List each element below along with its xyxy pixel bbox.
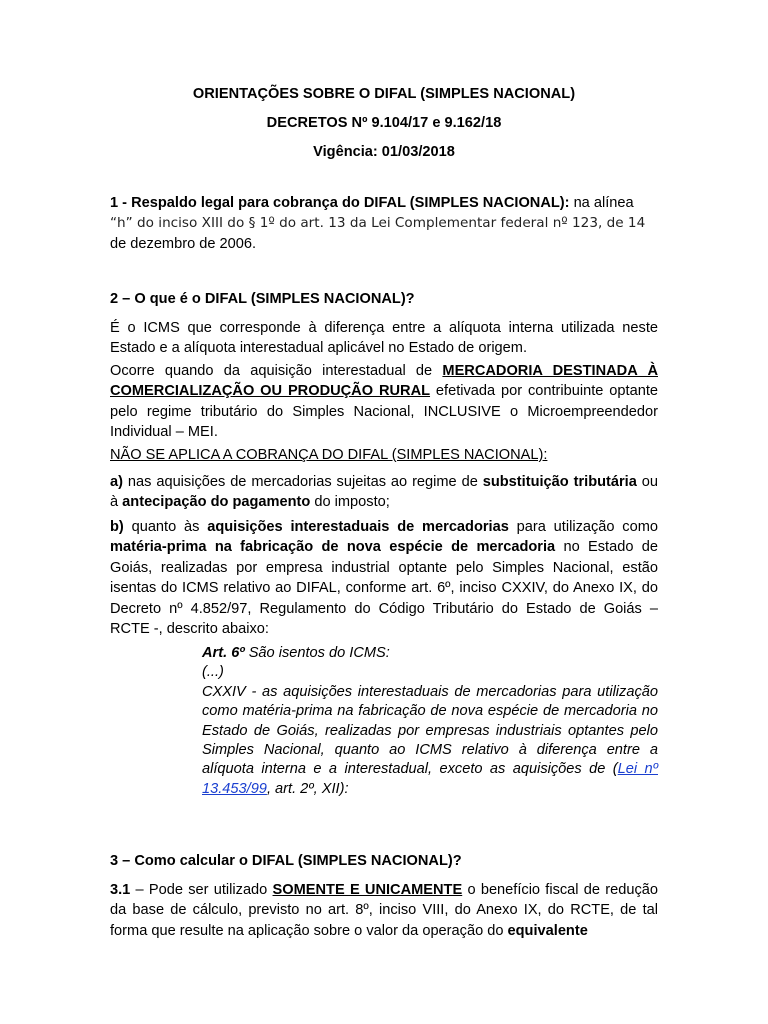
item-a-label: a) [110, 474, 123, 490]
section-1 [110, 193, 658, 254]
item-a-text-5: do imposto; [310, 494, 390, 511]
item-b-text-3: para utilização como [508, 519, 658, 535]
section-3-heading: 3 – Como calcular o DIFAL (SIMPLES NACIONAL)? [110, 853, 462, 869]
paragraph-2-start: Ocorre quando da aquisição interestadual de [110, 363, 443, 379]
section-2-heading: 2 – O que é o DIFAL (SIMPLES NACIONAL)? [110, 291, 415, 307]
section-1-text-b: “h” do inciso XIII do § 1º do art. 13 da Lei Complementar federal nº 123, de 14 [110, 215, 646, 232]
law-link[interactable]: Lei nº 13.453/99 [202, 761, 658, 797]
document-title: ORIENTAÇÕES SOBRE O DIFAL (SIMPLES NACIONAL) [192, 86, 576, 102]
paragraph-2-emphasis: MERCADORIA DESTINADA À COMERCIALIZAÇÃO OU PRODUÇÃO RURAL [110, 363, 658, 400]
item-b-text-2: aquisições interestaduais de mercadorias [207, 519, 509, 535]
section-3-1-text-1: – Pode ser utilizado [130, 882, 273, 898]
item-a [110, 472, 658, 513]
section-3-1-label: 3.1 [110, 882, 131, 898]
section-3-1-text-4: equivalente [507, 922, 588, 939]
section-1-text-a: na alínea [569, 195, 634, 211]
document-validity: Vigência: 01/03/2018 [313, 144, 455, 160]
item-a-text-1: nas aquisições de mercadorias sujeitas ao regime de [122, 474, 483, 490]
section-3-1-text-3: o benefício fiscal de redução da base de cálculo, previsto no art. 8º, inciso VIII, do Anexo IX, do RCTE, de tal forma que resulte na aplicação sobre o valor da operação do [110, 882, 659, 939]
section-2-paragraph-1: É o ICMS que corresponde à diferença entre a alíquota interna utilizada neste Estado e a alíquota interestadual aplicável no Estado de origem. [110, 320, 658, 357]
not-apply-heading: NÃO SE APLICA A COBRANÇA DO DIFAL (SIMPLES NACIONAL): [110, 447, 548, 463]
paragraph-2-end: efetivada por contribuinte optante pelo regime tributário do Simples Nacional, INCLUSIVE o Microempreendedor Individual – MEI. [110, 383, 658, 441]
item-a-text-2: substituição tributária [482, 474, 637, 490]
document-decrees: DECRETOS Nº 9.104/17 e 9.162/18 [266, 115, 502, 131]
item-a-text-3: ou à [110, 474, 659, 511]
quote-article-rest: São isentos do ICMS: [244, 645, 390, 661]
item-b [110, 517, 658, 639]
section-3-1-text-2: SOMENTE E UNICAMENTE [272, 882, 463, 898]
item-b-label: b) [110, 519, 124, 535]
item-b-text-4: matéria-prima na fabricação de nova espécie de mercadoria [110, 539, 556, 556]
legal-quote [202, 644, 658, 799]
quote-article: Art. 6º [202, 645, 245, 661]
item-a-text-4: antecipação do pagamento [122, 494, 311, 511]
section-1-heading: 1 - Respaldo legal para cobrança do DIFAL (SIMPLES NACIONAL): [110, 195, 570, 211]
quote-text: CXXIV - as aquisições interestaduais de mercadorias para utilização como matéria-prima na fabricação de nova espécie de mercadoria no Estado de Goiás, realizadas por empresas industriais optantes pelo Simples Nacional, quanto ao ICMS relativo à diferença entre a alíquota interna e a interestadual, exceto as aquisições de ( [202, 683, 658, 778]
item-b-text-1: quanto às [123, 519, 208, 535]
item-b-text-5: no Estado de Goiás, realizadas por empresa industrial optante pelo Simples Nacional, estão isentas do ICMS relativo ao DIFAL, conforme art. 6º, inciso CXXIV, do Anexo IX, do Decreto nº 4.852/97, Regulamento do Código Tributário do Estado de Goiás – RCTE -, descrito abaixo: [110, 539, 658, 638]
quote-tail: , art. 2º, XII): [266, 780, 349, 797]
quote-ellipsis: (...) [202, 664, 224, 681]
section-2-paragraph-2 [110, 361, 658, 443]
section-1-text-c: de dezembro de 2006. [110, 235, 257, 252]
section-3-1 [110, 880, 658, 941]
